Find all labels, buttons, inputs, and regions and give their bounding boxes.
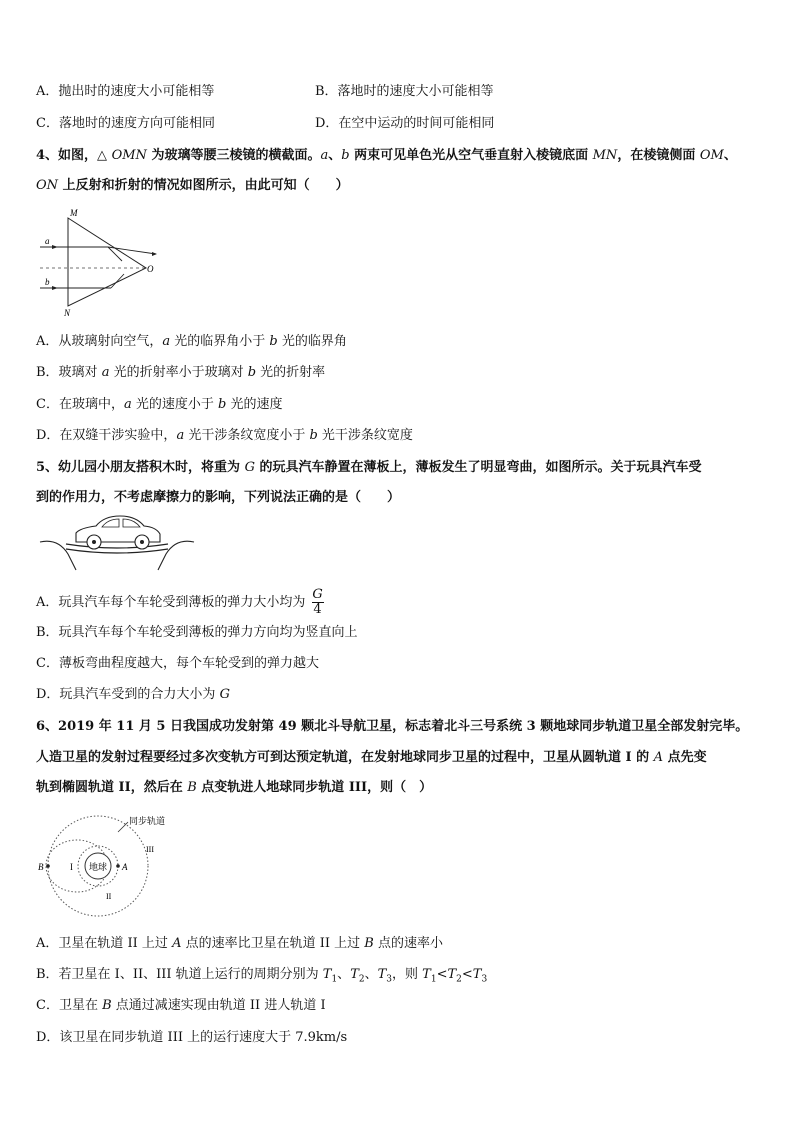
q4-option-c: C．在玻璃中，a 光的速度小于 b 光的速度 [36, 397, 283, 412]
label-b: b [45, 277, 50, 287]
q6-option-b: B．若卫星在 I、II、III 轨道上运行的周期分别为 $T_1$、$T_2$、$T_3$，则 $T_1<T_2<T_3$ [36, 967, 488, 985]
label-b: B [38, 862, 44, 872]
q6-option-c: C．卫星在 B 点通过减速实现由轨道 II 进人轨道 I [36, 998, 326, 1013]
q6-option-a: A．卫星在轨道 II 上过 A 点的速率比卫星在轨道 II 上过 B 点的速率小 [36, 936, 443, 951]
prism-triangle [68, 218, 146, 306]
orbit-figure [34, 808, 194, 920]
q5-option-c: C．薄板弯曲程度越大，每个车轮受到的弹力越大 [36, 656, 319, 671]
fraction-g-over-4: $\frac{G}{4}$ [312, 587, 323, 617]
label-sync-orbit: 同步轨道 [129, 817, 166, 827]
toy-car-figure [36, 508, 198, 574]
label-o: O [147, 264, 154, 274]
sync-orbit-pointer [118, 822, 128, 832]
point-b [46, 864, 50, 868]
q4-option-a: A．从玻璃射向空气，a 光的临界角小于 b 光的临界角 [36, 334, 347, 349]
q5-option-d: D．玩具汽车受到的合力大小为 G [36, 687, 230, 702]
q5-stem-line1: 5、幼儿园小朋友搭积木时，将重为 G 的玩具汽车静置在薄板上，薄板发生了明显弯曲，如图所示。关于玩具汽车受 [36, 460, 702, 475]
prism-figure [36, 206, 166, 318]
right-support [158, 541, 194, 570]
q4-stem-line2: ON 上反射和折射的情况如图所示，由此可知（ ） [36, 178, 349, 193]
q6-option-d: D．该卫星在同步轨道 III 上的运行速度大于 7.9km/s [36, 1030, 348, 1045]
q5-option-a: A．玩具汽车每个车轮受到薄板的弹力大小均为 $\frac{G}{4}$ [36, 587, 323, 617]
q3-option-d: D．在空中运动的时间可能相同 [315, 116, 495, 131]
q4-stem-line1: 4、如图，△ OMN 为玻璃等腰三棱镜的横截面。a、b 两束可见单色光从空气垂直射入棱镜底面 MN，在棱镜侧面 OM、 [36, 148, 737, 163]
label-m: M [70, 208, 78, 218]
q6-stem-line1: 6、2019 年 11 月 5 日我国成功发射第 49 颗北斗导航卫星，标志着北斗三号系统 3 颗地球同步轨道卫星全部发射完毕。 [36, 719, 749, 734]
q3-option-b: B．落地时的速度大小可能相等 [315, 84, 494, 99]
q4-option-b: B．玻璃对 a 光的折射率小于玻璃对 b 光的折射率 [36, 365, 326, 380]
q5-stem-line2: 到的作用力，不考虑摩擦力的影响，下列说法正确的是（ ） [36, 490, 401, 505]
label-i: I [70, 862, 73, 872]
label-iii: III [146, 845, 154, 854]
label-a: a [45, 236, 50, 246]
q5-option-b: B．玩具汽车每个车轮受到薄板的弹力方向均为竖直向上 [36, 625, 358, 640]
q4-option-d: D．在双缝干涉实验中，a 光干涉条纹宽度小于 b 光干涉条纹宽度 [36, 428, 413, 443]
q3-option-c: C．落地时的速度方向可能相同 [36, 116, 215, 131]
q6-stem-line3: 轨到椭圆轨道 II，然后在 B 点变轨进人地球同步轨道 III，则（ ） [36, 780, 433, 795]
thin-board [66, 544, 168, 548]
left-support [40, 541, 76, 570]
q6-stem-line2: 人造卫星的发射过程要经过多次变轨方可到达预定轨道，在发射地球同步卫星的过程中，卫星从圆轨道 I 的 A 点先变 [36, 750, 707, 765]
label-ii: II [106, 892, 112, 901]
label-a: A [122, 862, 128, 872]
q3-option-a: A．抛出时的速度大小可能相等 [36, 84, 215, 99]
label-n: N [64, 308, 71, 318]
label-earth: 地球 [89, 863, 108, 873]
point-a [116, 864, 120, 868]
